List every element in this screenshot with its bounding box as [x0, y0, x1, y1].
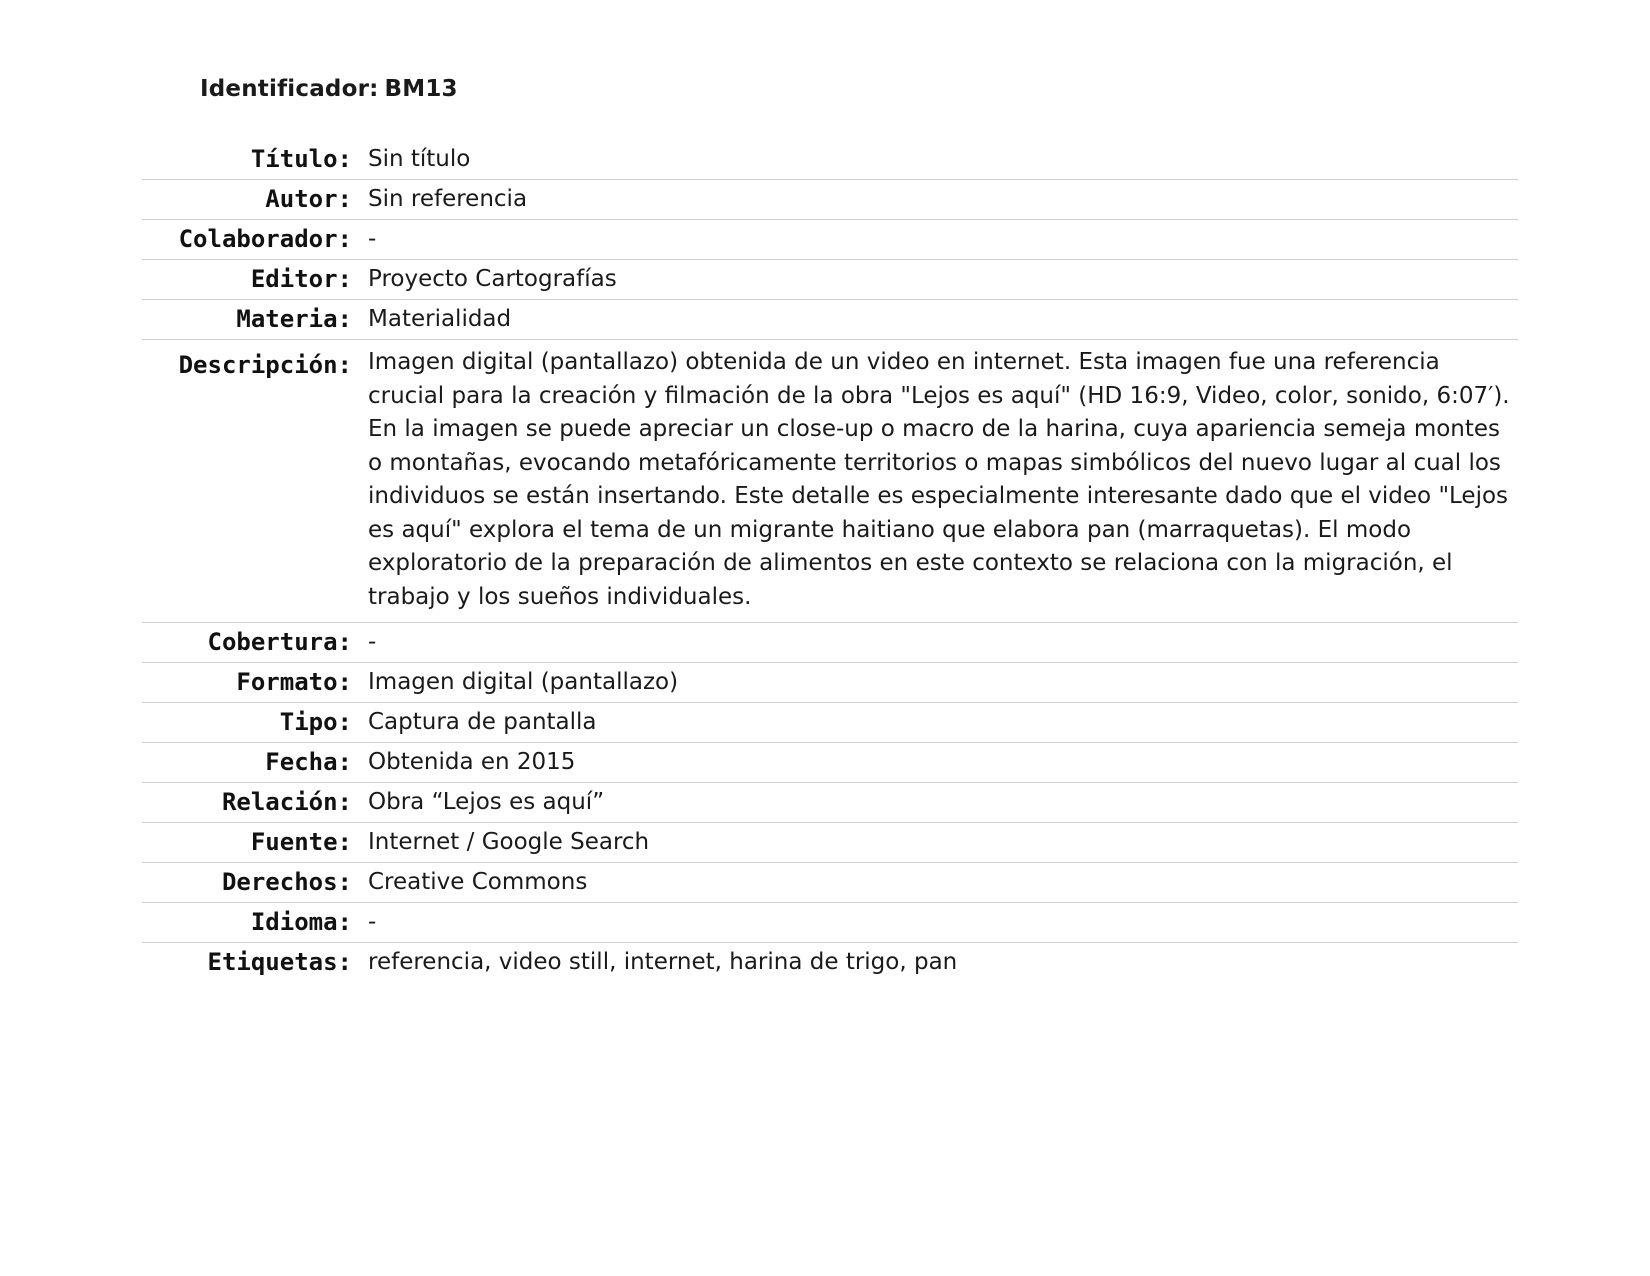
field-label-colaborador: Colaborador: [142, 220, 368, 260]
field-value-tipo: Captura de pantalla [368, 703, 1518, 743]
field-value-relacion: Obra “Lejos es aquí” [368, 783, 1518, 823]
field-row-materia [142, 300, 1518, 340]
field-value-idioma: - [368, 903, 1518, 943]
field-row-cobertura [142, 623, 1518, 663]
field-row-relacion [142, 783, 1518, 823]
identifier-value: BM13 [384, 76, 458, 102]
field-label-fuente: Fuente: [142, 823, 368, 863]
field-value-titulo: Sin título [368, 146, 471, 172]
field-value-colaborador: - [368, 220, 1518, 260]
identifier-label: Identificador: [200, 76, 379, 102]
field-label-relacion: Relación: [142, 783, 368, 823]
field-label-descripcion: Descripción: [142, 340, 368, 623]
field-label-tipo: Tipo: [142, 703, 368, 743]
field-row-fuente [142, 823, 1518, 863]
field-value-formato: Imagen digital (pantallazo) [368, 663, 1518, 703]
field-label-fecha: Fecha: [142, 743, 368, 783]
field-row-colaborador [142, 220, 1518, 260]
field-value-materia: Materialidad [368, 300, 1518, 340]
field-label-derechos: Derechos: [142, 863, 368, 903]
field-label-etiquetas: Etiquetas: [142, 943, 368, 983]
field-label-cobertura: Cobertura: [142, 623, 368, 663]
field-label-editor: Editor: [142, 260, 368, 300]
field-value-derechos: Creative Commons [368, 863, 1518, 903]
field-row-autor [142, 180, 1518, 220]
field-value-fuente: Internet / Google Search [368, 823, 1518, 863]
field-row-titulo [142, 140, 1518, 180]
field-row-etiquetas [142, 943, 1518, 983]
field-value-etiquetas: referencia, video still, internet, harina de trigo, pan [368, 943, 1518, 983]
field-label-autor: Autor: [142, 180, 368, 220]
field-value-fecha: Obtenida en 2015 [368, 743, 1518, 783]
field-value-autor: Sin referencia [368, 180, 1518, 220]
field-row-idioma [142, 903, 1518, 943]
field-row-descripcion [142, 340, 1518, 623]
field-row-fecha [142, 743, 1518, 783]
metadata-table [142, 140, 1518, 982]
field-label-titulo: Título: [250, 145, 352, 173]
field-row-formato [142, 663, 1518, 703]
field-label-idioma: Idioma: [142, 903, 368, 943]
field-value-editor: Proyecto Cartografías [368, 260, 1518, 300]
field-row-editor [142, 260, 1518, 300]
field-label-formato: Formato: [142, 663, 368, 703]
field-value-cobertura: - [368, 623, 1518, 663]
field-value-descripcion: Imagen digital (pantallazo) obtenida de un video en internet. Esta imagen fue una referencia crucial para la creación y filmación de la obra "Lejos es aquí" (HD 16:9, Video, color, sonido, 6:07′). En la imagen se puede apreciar un close-up o macro de la harina, cuya apariencia semeja montes o montañas, evocando metafóricamente territorios o mapas simbólicos del nuevo lugar al cual los individuos se están insertando. Este detalle es especialmente interesante dado que el video "Lejos es aquí" explora el tema de un migrante haitiano que elabora pan (marraquetas). El modo exploratorio de la preparación de alimentos en este contexto se relaciona con la migración, el trabajo y los sueños individuales. [368, 340, 1518, 623]
field-row-tipo [142, 703, 1518, 743]
field-label-materia: Materia: [142, 300, 368, 340]
field-row-derechos [142, 863, 1518, 903]
record-identifier [200, 76, 458, 102]
